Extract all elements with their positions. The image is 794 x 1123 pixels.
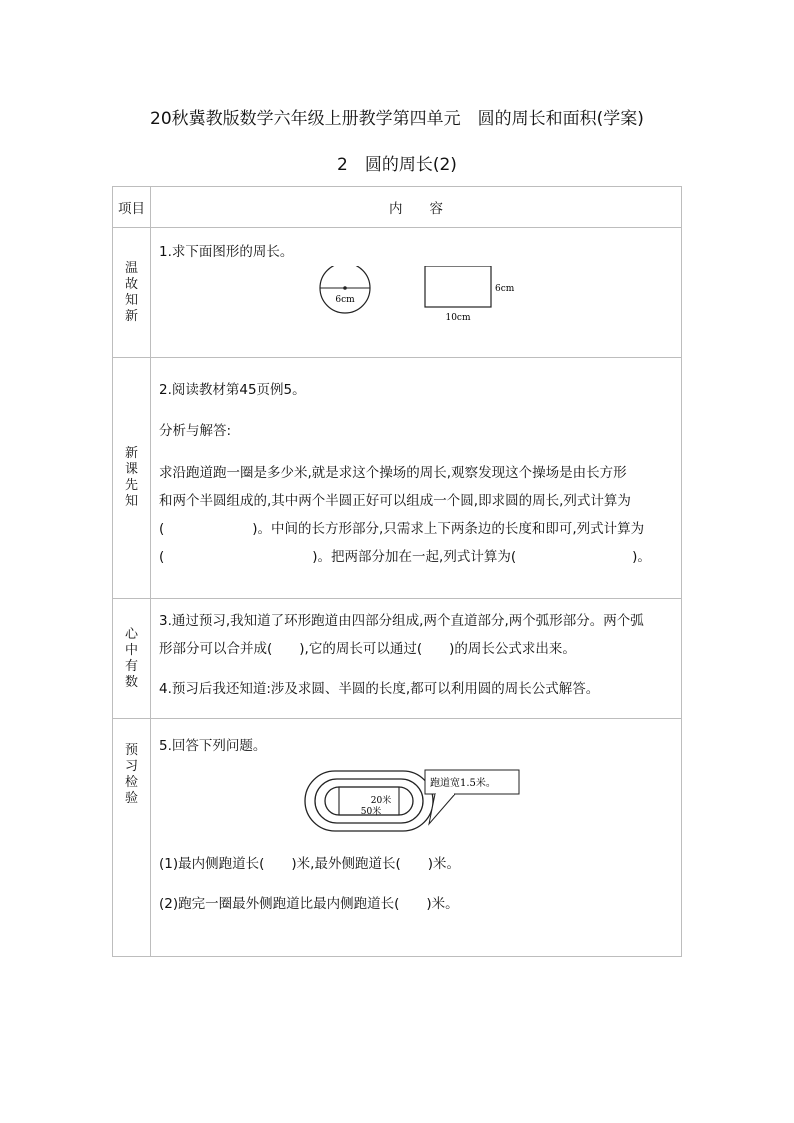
new-content <box>151 358 682 599</box>
analysis-line-1: 求沿跑道跑一圈是多少米,就是求这个操场的周长,观察发现这个操场是由长方形 <box>159 465 627 481</box>
mind-content <box>151 599 682 719</box>
check-label: 预习检验 <box>124 743 138 806</box>
track-width-label: 20米 <box>370 796 392 806</box>
new-lesson-row <box>113 358 682 599</box>
analysis-line-4 <box>159 543 675 571</box>
analysis-line-3-rest: )。中间的长方形部分,只需求上下两条边的长度和即可,列式计算为 <box>252 521 645 537</box>
question-5: 5.回答下列问题。 <box>159 738 267 754</box>
running-track-figure <box>159 766 659 844</box>
check-label-cell <box>113 719 151 957</box>
track-outer <box>305 771 433 831</box>
question-3-line-2: 形部分可以合并成( ),它的周长可以通过( )的周长公式求出来。 <box>159 641 576 657</box>
header-content: 内 容 <box>151 187 682 228</box>
check-row <box>113 719 682 957</box>
review-figures <box>159 266 659 336</box>
analysis-line-2: 和两个半圆组成的,其中两个半圆正好可以组成一个圆,即求圆的周长,列式计算为 <box>159 493 631 509</box>
mind-row <box>113 599 682 719</box>
worksheet-table <box>112 186 682 957</box>
review-content <box>151 228 682 358</box>
document-title: 20秋冀教版数学六年级上册教学第四单元 圆的周长和面积(学案) <box>150 109 644 129</box>
new-label-cell <box>113 358 151 599</box>
rectangle-figure <box>425 266 515 323</box>
sub-question-2: (2)跑完一圈最外侧跑道比最内侧跑道长( )米。 <box>159 896 459 912</box>
analysis-line-4-mid: )。把两部分加在一起,列式计算为( <box>312 549 517 565</box>
circle-figure <box>320 266 370 313</box>
question-2: 2.阅读教材第45页例5。 <box>159 382 306 398</box>
blank-1-open: ( <box>159 521 165 537</box>
analysis-line-4-end: )。 <box>632 549 651 565</box>
review-row <box>113 228 682 358</box>
callout-text: 跑道宽1.5米。 <box>430 778 496 789</box>
new-label: 新课先知 <box>124 446 138 509</box>
header-row <box>113 187 682 228</box>
circle-diameter-label: 6cm <box>335 295 355 305</box>
mind-label-cell <box>113 599 151 719</box>
rect-width-label: 10cm <box>445 313 471 323</box>
question-4: 4.预习后我还知道:涉及求圆、半圆的长度,都可以利用圆的周长公式解答。 <box>159 681 600 697</box>
mind-label: 心中有数 <box>124 626 138 690</box>
lesson-subtitle: 2 圆的周长(2) <box>337 155 457 175</box>
question-1: 1.求下面图形的周长。 <box>159 244 294 260</box>
blank-2-open: ( <box>159 549 165 565</box>
question-3-line-1: 3.通过预习,我知道了环形跑道由四部分组成,两个直道部分,两个弧形部分。两个弧 <box>159 613 644 629</box>
review-label-cell <box>113 228 151 358</box>
header-item: 项目 <box>113 187 151 228</box>
track-length-label: 50米 <box>360 807 382 817</box>
review-label: 温故知新 <box>124 260 138 324</box>
analysis-line-3 <box>159 515 675 543</box>
sub-question-1: (1)最内侧跑道长( )米,最外侧跑道长( )米。 <box>159 856 460 872</box>
analysis-heading: 分析与解答: <box>159 423 232 439</box>
rect-height-label: 6cm <box>495 284 515 294</box>
check-content <box>151 719 682 957</box>
